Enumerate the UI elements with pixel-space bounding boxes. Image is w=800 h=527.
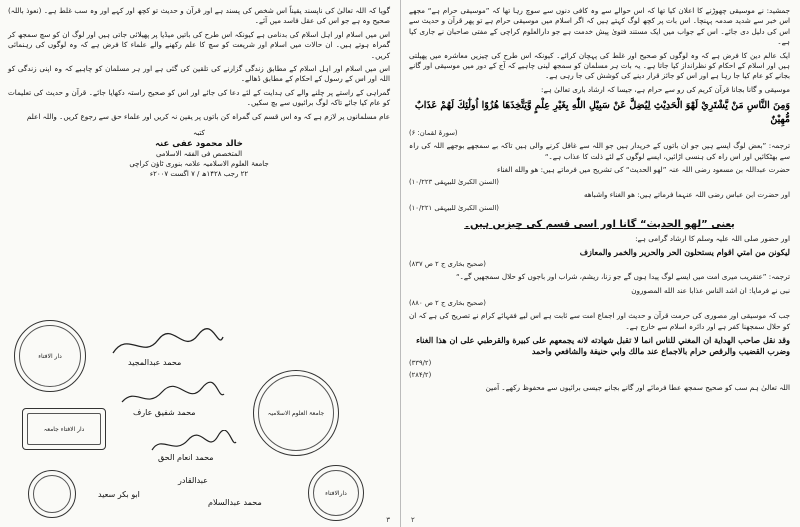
seal-stamp-icon: [253, 370, 339, 456]
section-heading: یعنی ”لهو الحديث“ گانا اور اسی قسم کی چیزیں ہیں۔: [464, 218, 735, 230]
quran-verse: وَمِنَ النَّاسِ مَنْ يَّشْتَرِيْ لَهْوَ الْحَدِيْثِ لِيُضِلَّ عَنْ سَبِيْلِ اللّٰهِ بِغَيْرِ عِلْمٍ وَّيَتَّخِذَهَا هُزُوًا اُولٰٓئِكَ لَهُمْ عَذَابٌ مُّهِيْنٌ: [414, 100, 790, 126]
seal-stamp-icon: [308, 465, 364, 521]
fiqh-reference: (۳۳۹/۲): [409, 358, 432, 367]
hadith-intro: اور حضور صلی اللہ علیہ وسلم کا ارشاد گرامی ہے:: [635, 233, 790, 243]
paragraph: موسیقی و گانا بجانا قرآن کریم کی رو سے حرام ہے، جیسا کہ ارشاد باری تعالیٰ ہے:: [541, 84, 790, 94]
signature-name: محمد انعام الحق: [158, 453, 214, 462]
stamp-text: دار الافتاء جامعہ: [43, 425, 85, 433]
tafsir-ibn-abbas-reference: (السنن الکبریٰ للبیہقی ۱۰/۲۲۱): [409, 203, 499, 212]
signature-name: عبدالقادر: [178, 476, 208, 485]
stamp-text: دارالافتاء: [325, 489, 347, 497]
paragraph: ایک عالم دین کا فرض ہے کہ وہ لوگوں کو صحیح اور غلط کی پہچان کرائے۔ کیونکہ اس طرح کی چیزیں معاشرہ میں پھیلتی ہیں اور اسلام کے احکام کو نظرانداز کیا جاتا ہے۔ یہ بات ہر مسلمان کو سمجھ لینی چاہیے کہ آج کے دور میں موسیقی اور گانے بجانے کو عام کیا جا رہا ہے اور اس کو جائز قرار دینے کی کوشش کی جا رہی ہے۔: [409, 50, 790, 81]
fiqh-reference: (۲۸۴/۲): [409, 370, 432, 379]
paragraph: گویا کہ اللہ تعالیٰ کی ناپسند یقیناً اس شخص کی پسند ہے اور قرآن و حدیث تو کچھ اور کہے اور وہ سب غلط ہے۔ (نعوذ باللہ) صحیح وہ ہے جو اس کی عقل فاسد میں آئے۔: [8, 6, 390, 26]
paragraph: اس میں اسلام اور اہل اسلام کے مطابق زندگی گزارنے کی تلقین کی گئی ہے اور ہر مسلمان کو چاہیے کہ وہ اپنی زندگی کو اللہ اور اس کے رسول کے احکام کے مطابق ڈھالے۔: [8, 64, 390, 84]
right-page: [400, 0, 800, 527]
signature-block: [8, 128, 390, 179]
stamps-and-signatures: [8, 330, 392, 517]
rect-stamp-icon: [22, 408, 106, 450]
paragraph: عام مسلمانوں پر لازم ہے کہ وہ اس قسم کی گمراہ کن باتوں پر یقین نہ کریں اور علماء حق سے رجوع کریں۔ واللہ اعلم: [26, 111, 390, 121]
signer-role: المتخصص فی الفقہ الاسلامی: [155, 150, 243, 159]
signature-name: محمد عبدالمجید: [128, 358, 182, 367]
signature-name: ابو بکر سعید: [98, 490, 140, 499]
seal-stamp-icon: [28, 470, 76, 518]
signature-name: محمد عبدالسلام: [208, 498, 262, 507]
stamp-text: جامعۃ العلوم الاسلامیہ: [267, 409, 325, 417]
tafsir-ibn-masud-reference: (السنن الکبریٰ للبیہقی ۱۰/۲۲۳): [409, 178, 499, 187]
hadith-second: نبی نے فرمایا: ان اشد الناس عذابا عند الله المصورون: [631, 285, 790, 295]
hadith-second-reference: (صحیح بخاری ج ۲ ص ۸۸۰): [409, 299, 486, 308]
paragraph: اس میں اسلام اور اہل اسلام کی بدنامی ہے کیونکہ اس طرح کی باتیں میڈیا پر پھیلائی جاتی ہیں اور لوگ ان کو سچ سمجھ کر گمراہ ہوتے ہیں۔ ان حالات میں اسلام اور شریعت کو سچ کا علم رکھنے والے علماء کا فرض ہے کہ وہ لوگوں کی رہنمائی کریں۔: [8, 29, 390, 60]
stamp-text: دار الافتاء: [38, 352, 62, 360]
paragraph: جمشید: نے موسیقی چھوڑنے کا اعلان کیا تھا کہ اس حوالے سے وہ کافی دنوں سے سوچ رہا تھا کہ ”موسیقی حرام ہے“ مجھے اس خبر سے شدید صدمہ پہنچا۔ اس بات پر کچھ لوگ کہتے ہیں کہ اگر اسلام میں موسیقی حرام ہے تو پھر قرآن و حدیث سے اس کی دلیل دی جائے۔ اس کے جواب میں ایک مستند فتویٰ پیش خدمت ہے جو دارالعلوم کراچی کے مفتی صاحبان نے جاری کیا ہے۔: [409, 6, 790, 47]
tafsir-ibn-masud: حضرت عبداللہ بن مسعود رضی اللہ عنہ ”لهو الحديث“ کی تشریح میں فرماتے ہیں: هو والله الغناء: [496, 165, 790, 175]
fiqh-arabic: وقد نقل صاحب الهداية ان المغني للناس انما لا تقبل شهادته لانه يجمعهم على كبيرة والقرطبي على ان هذا الغناء وضرب القضيب والرقص حرام بالاجماع عند مالك وابي حنيفة والشافعي واحمد: [416, 334, 790, 356]
page-number: ۲: [411, 516, 415, 524]
paragraph: گمراہی کے راستے پر چلنے والے کی ہدایت کے لئے دعا کی جائے اور اس کو صحیح راستہ دکھایا جائے۔ قرآن و حدیث کی تعلیمات کو عام کیا جائے تاکہ لوگ برائیوں سے بچ سکیں۔: [8, 87, 390, 108]
hadith-translation: ترجمہ: ”عنقریب میری امت میں ایسے لوگ پیدا ہوں گے جو زنا، ریشم، شراب اور باجوں کو حلال سمجھیں گے۔“: [455, 272, 790, 282]
quran-reference: (سورۃ لقمان: ۶): [409, 129, 458, 138]
tafsir-ibn-abbas: اور حضرت ابن عباس رضی اللہ عنہما فرماتے ہیں: هو الغناء واشباهه: [583, 190, 790, 200]
signer-date: ۲۲ رجب ۱۴۲۸ھ / ۷ اگست ۲۰۰۷ء: [149, 170, 249, 179]
signature-title: کتبہ: [193, 129, 205, 138]
page-number: ۳: [386, 516, 390, 524]
hadith-arabic: ليكونن من امتي اقوام يستحلون الحر والحرير والخمر والمعازف: [579, 247, 790, 258]
seal-stamp-icon: [14, 320, 86, 392]
verse-translation: ترجمہ: ”بعض لوگ ایسے ہیں جو ان باتوں کے خریدار ہیں جو اللہ سے غافل کرنے والی ہیں تاکہ بے سمجھے بوجھے اللہ کی راہ سے بھٹکائیں اور اس راہ کی ہنسی اڑائیں، ایسے لوگوں کے لئے ذلت کا عذاب ہے۔“: [409, 141, 790, 161]
final-paragraph: اللہ تعالیٰ ہم سب کو صحیح سمجھ عطا فرمائے اور گانے بجانے جیسی برائیوں سے محفوظ رکھے۔ آمین: [485, 382, 790, 392]
signature-name: محمد شفیق عارف: [133, 408, 196, 417]
signer-name: خالد محمود عفی عنہ: [155, 139, 243, 150]
closing-paragraph: جب کہ موسیقی اور مصوری کی حرمت قرآن و حدیث اور اجماع امت سے ثابت ہے اس لیے فقہائے کرام نے تصریح کی ہے کہ ان کو حلال سمجھنا کفر ہے اور دائرہ اسلام سے خارج ہے۔: [409, 311, 790, 331]
signer-institution: جامعۃ العلوم الاسلامیہ علامہ بنوری ٹاؤن کراچی: [129, 160, 269, 169]
hadith-reference: (صحیح بخاری ج ۲ ص ۸۳۷): [409, 260, 486, 269]
